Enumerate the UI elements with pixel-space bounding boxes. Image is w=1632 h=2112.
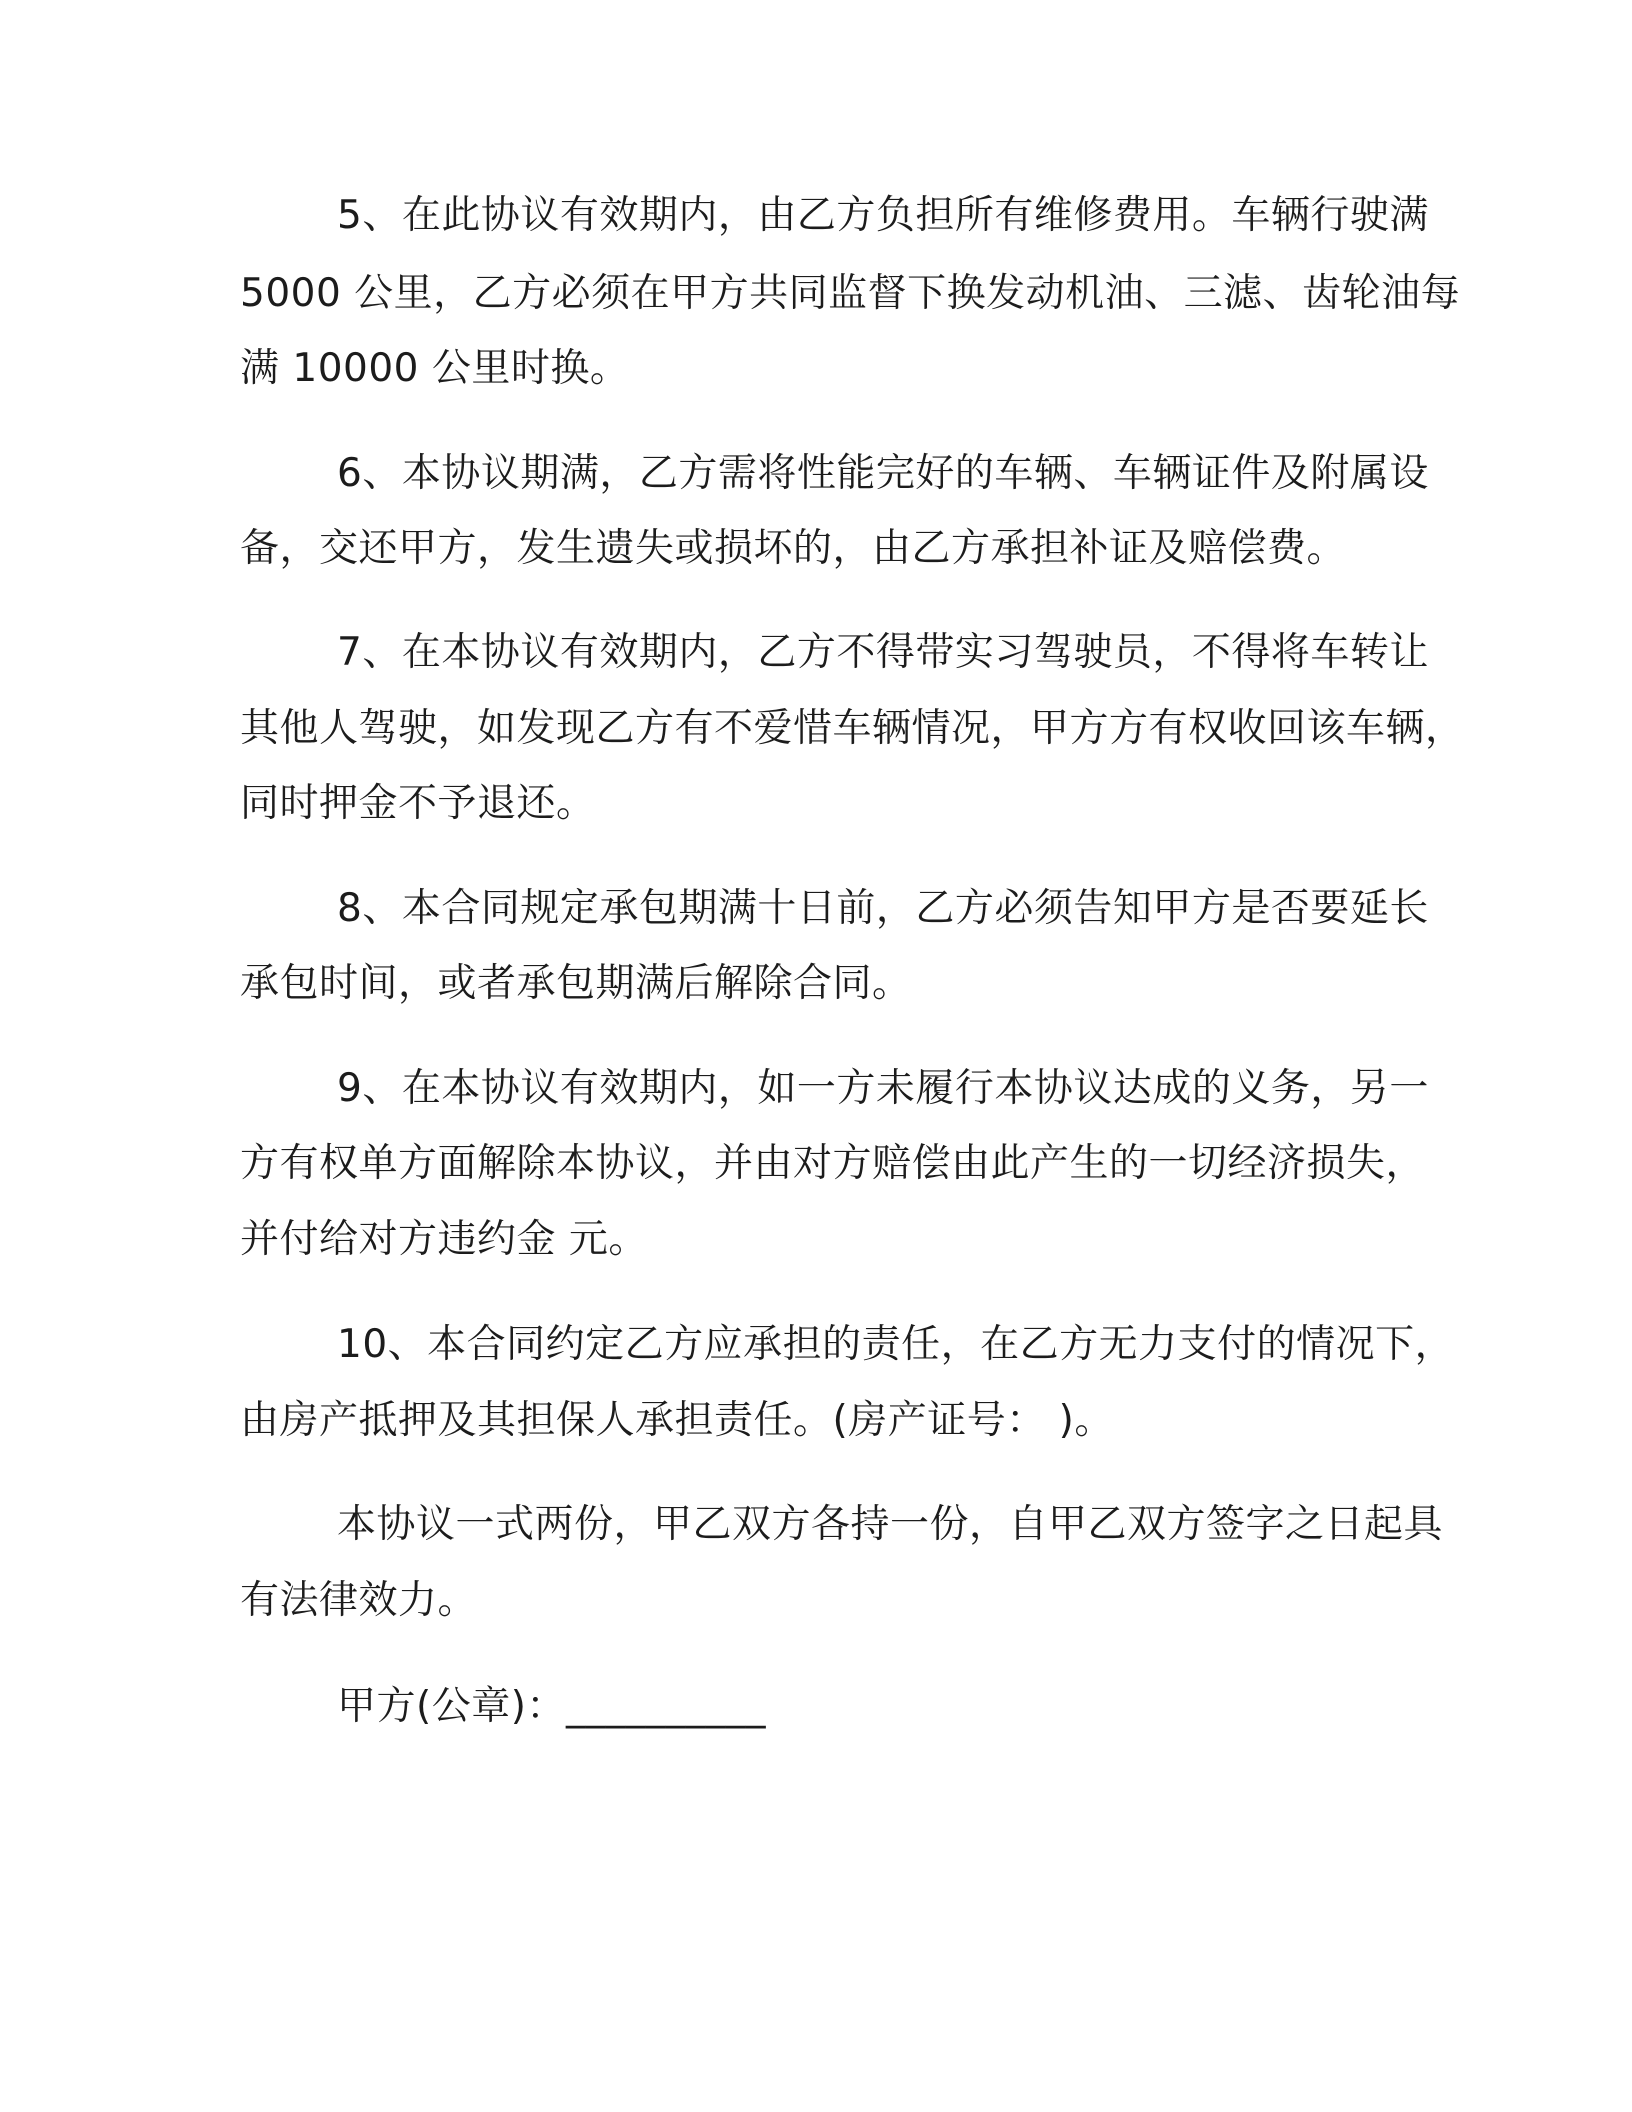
clause-9-line-1: 9、在本协议有效期内，如一方未履行本协议达成的义务，另一 [337,1066,1429,1111]
clause-10-line-2: 由房产抵押及其担保人承担责任。(房产证号： )。 [240,1398,1114,1443]
clause-5-line-2: 5000 公里，乙方必须在甲方共同监督下换发动机油、三滤、齿轮油每 [240,271,1461,316]
signature-line [337,1679,766,1735]
clause-8-line-2: 承包时间，或者承包期满后解除合同。 [240,961,912,1006]
clause-7-line-3: 同时押金不予退还。 [240,781,596,826]
signature-blank: __________ [565,1684,766,1729]
clause-9-line-2: 方有权单方面解除本协议，并由对方赔偿由此产生的一切经济损失， [240,1141,1426,1186]
clause-5-line-3: 满 10000 公里时换。 [240,346,630,391]
party-a-label: 甲方(公章)： [337,1684,566,1729]
clause-6-line-1: 6、本协议期满，乙方需将性能完好的车辆、车辆证件及附属设 [337,451,1429,496]
closing-line-2: 有法律效力。 [240,1578,478,1623]
clause-7-line-2: 其他人驾驶，如发现乙方有不爱惜车辆情况，甲方方有权收回该车辆， [240,706,1465,751]
clause-6-line-2: 备，交还甲方，发生遗失或损坏的，由乙方承担补证及赔偿费。 [240,526,1347,571]
clause-10-line-1: 10、本合同约定乙方应承担的责任，在乙方无力支付的情况下， [337,1322,1455,1367]
closing-line-1: 本协议一式两份，甲乙双方各持一份，自甲乙双方签字之日起具 [337,1502,1444,1547]
clause-9-line-3: 并付给对方违约金 元。 [240,1217,648,1262]
clause-7-line-1: 7、在本协议有效期内，乙方不得带实习驾驶员，不得将车转让 [337,630,1429,675]
clause-5-line-1: 5、在此协议有效期内，由乙方负担所有维修费用。车辆行驶满 [337,193,1429,238]
clause-8-line-1: 8、本合同规定承包期满十日前，乙方必须告知甲方是否要延长 [337,886,1429,931]
